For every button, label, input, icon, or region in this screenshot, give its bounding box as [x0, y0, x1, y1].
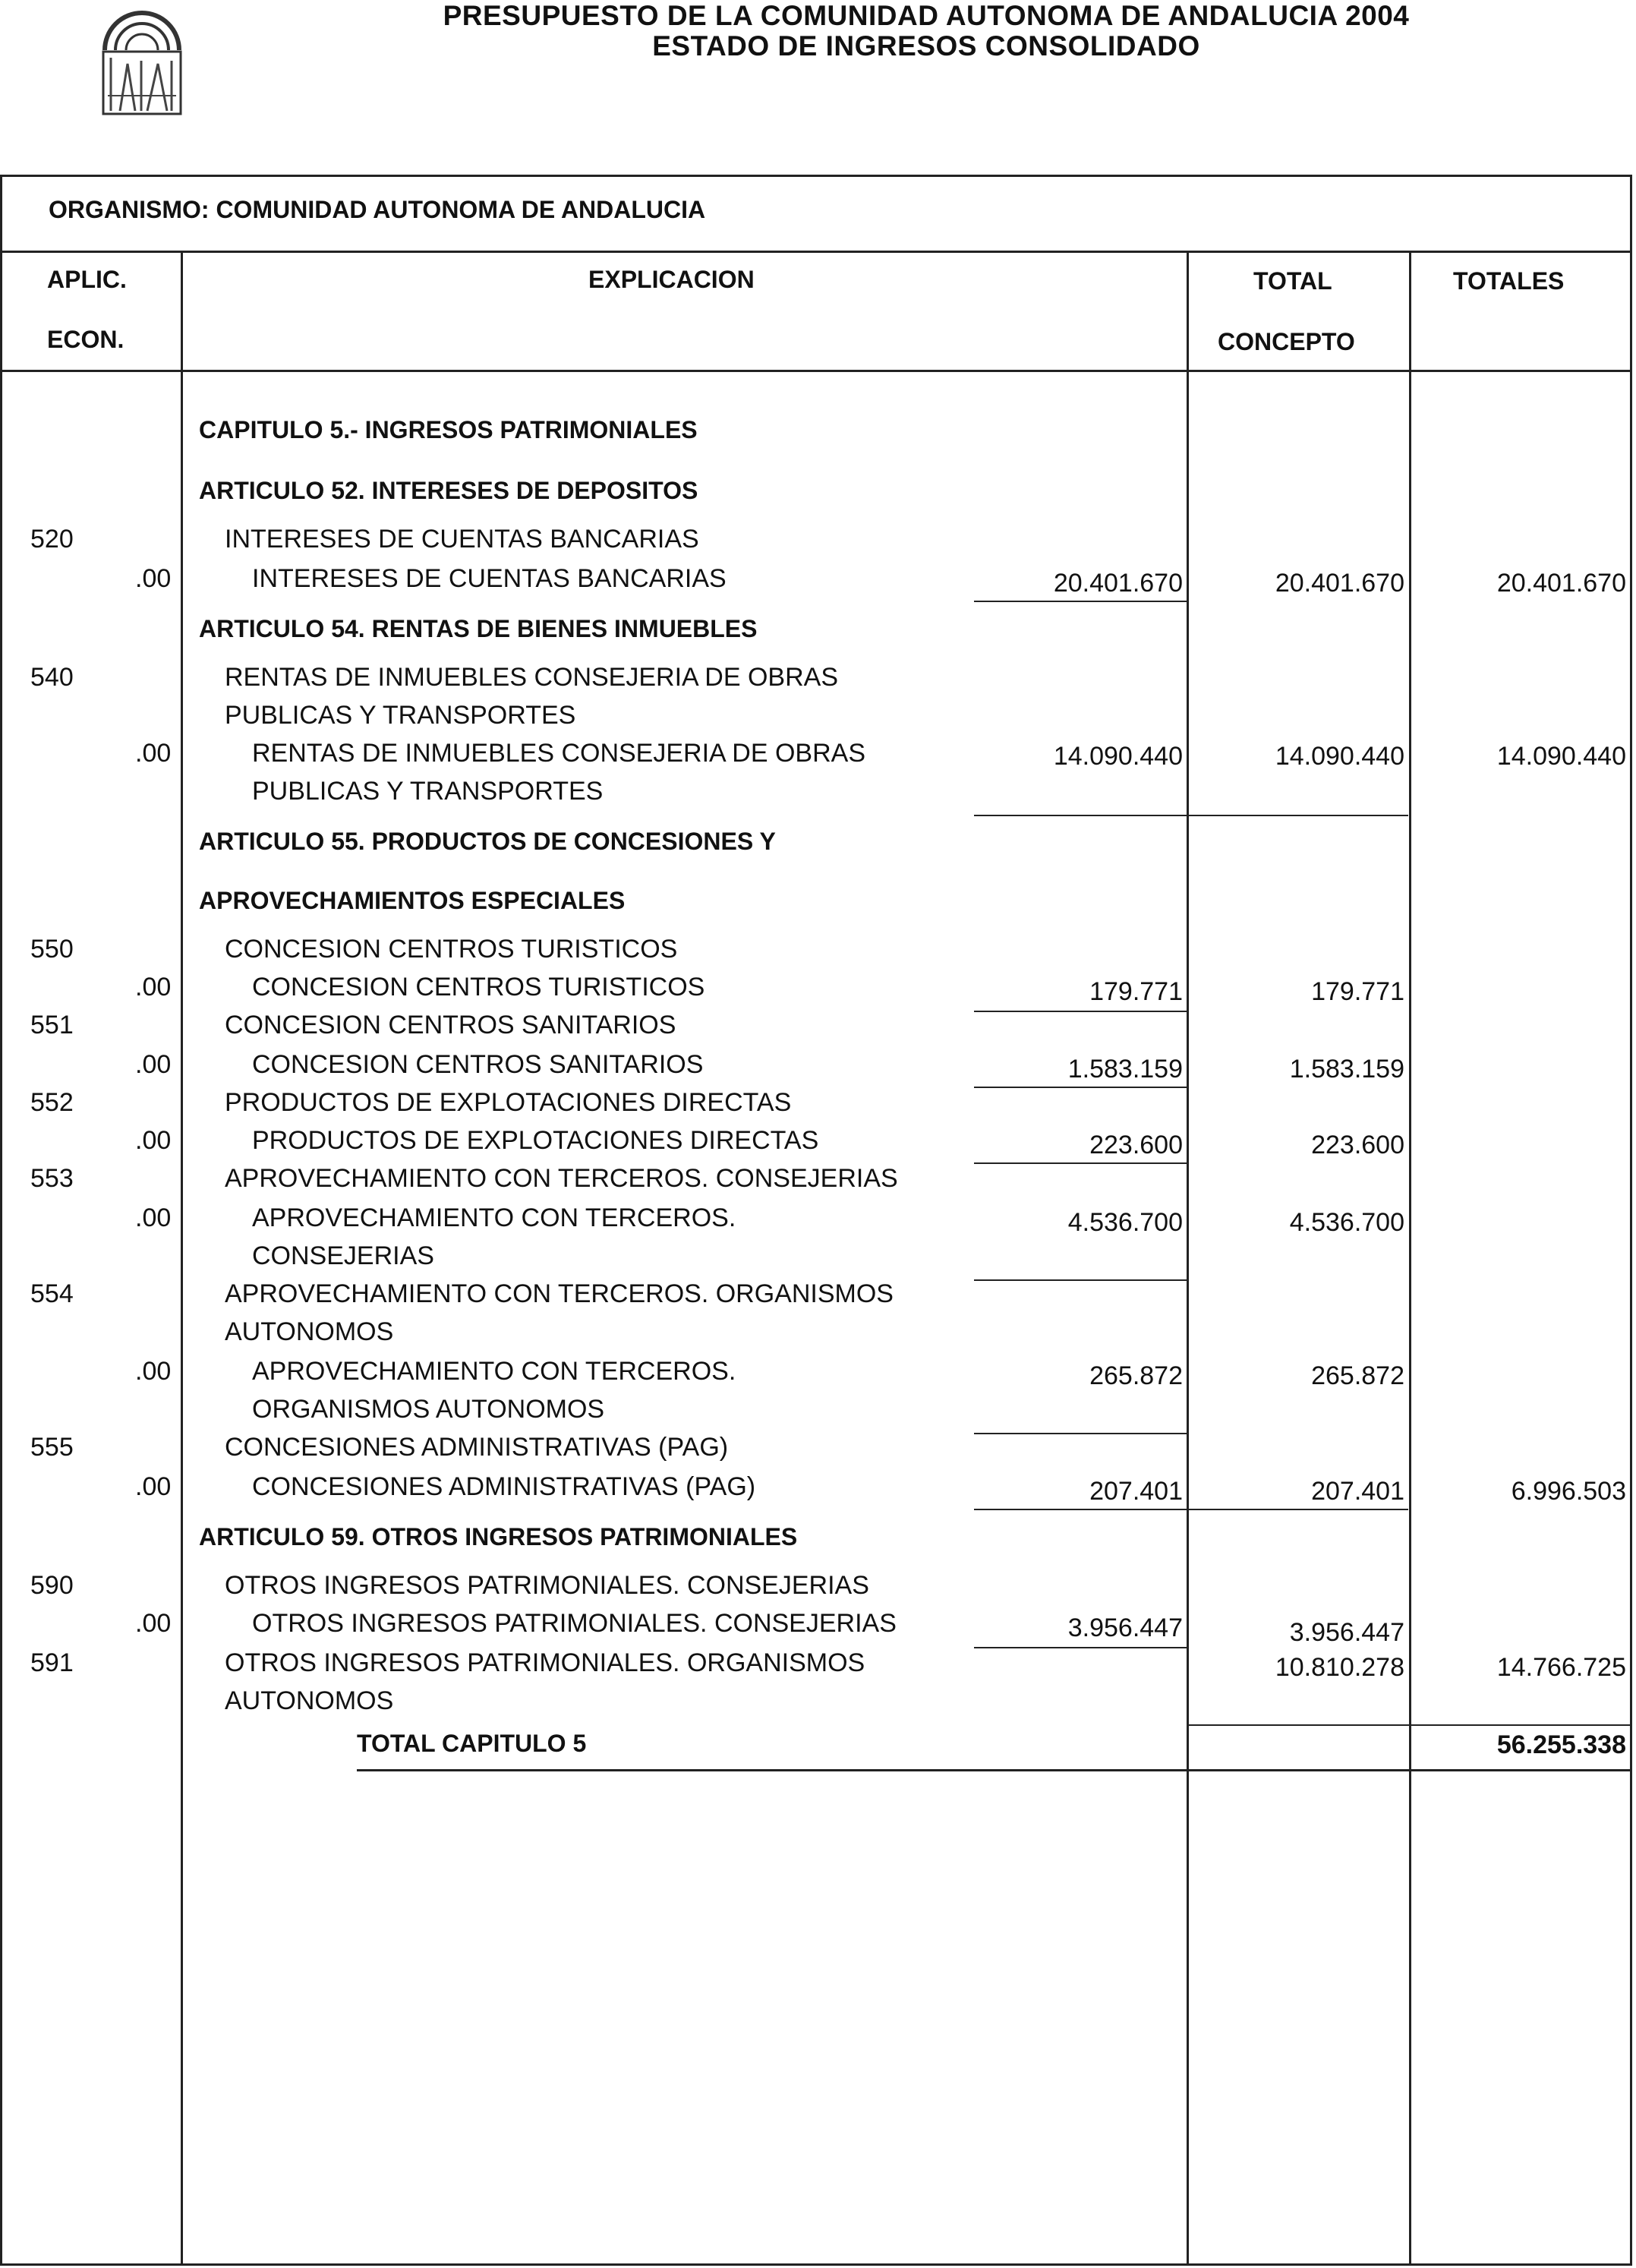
col-divider-aplic: [181, 251, 183, 2266]
concept-description: APROVECHAMIENTO CON TERCEROS. CONSEJERIAS: [225, 1164, 898, 1193]
row-subcode: .00: [135, 1050, 172, 1079]
amount-concepto: 265.872: [1311, 1361, 1404, 1390]
subconcept-description: CONCESION CENTROS SANITARIOS: [252, 1050, 704, 1079]
subconcept-description: RENTAS DE INMUEBLES CONSEJERIA DE OBRAS: [252, 739, 865, 768]
amount-subconcept: 4.536.700: [1067, 1208, 1183, 1237]
subconcept-description-cont: PUBLICAS Y TRANSPORTES: [252, 777, 604, 806]
concept-description: APROVECHAMIENTO CON TERCEROS. ORGANISMOS: [225, 1279, 894, 1308]
subconcept-description: CONCESIONES ADMINISTRATIVAS (PAG): [252, 1472, 756, 1501]
concept-description-cont: PUBLICAS Y TRANSPORTES: [225, 701, 576, 730]
amount-concepto: 4.536.700: [1289, 1208, 1404, 1237]
subconcept-description: APROVECHAMIENTO CON TERCEROS.: [252, 1357, 736, 1386]
amount-concepto: 14.090.440: [1275, 742, 1404, 771]
col-header-total: TOTAL: [1253, 267, 1332, 295]
concept-description: PRODUCTOS DE EXPLOTACIONES DIRECTAS: [225, 1088, 792, 1117]
sum-rule: [1187, 1724, 1632, 1726]
header-divider: [0, 370, 1632, 372]
sum-rule: [974, 1647, 1188, 1648]
row-code: 590: [30, 1571, 74, 1600]
row-subcode: .00: [135, 564, 172, 593]
sum-rule: [974, 1162, 1188, 1164]
organismo-label: ORGANISMO: COMUNIDAD AUTONOMA DE ANDALUCIA: [49, 196, 706, 223]
document-subtitle: ESTADO DE INGRESOS CONSOLIDADO: [652, 30, 1200, 62]
sum-rule: [974, 815, 1408, 816]
col-header-totales: TOTALES: [1453, 267, 1565, 295]
amount-concepto: 179.771: [1311, 977, 1404, 1006]
total-capitulo-amount: 56.255.338: [1496, 1730, 1626, 1759]
concept-description-cont: AUTONOMOS: [225, 1317, 394, 1346]
articulo-heading: ARTICULO 55. PRODUCTOS DE CONCESIONES Y: [199, 828, 776, 855]
junta-andalucia-logo: [97, 5, 187, 117]
subconcept-description: APROVECHAMIENTO CON TERCEROS.: [252, 1203, 736, 1232]
subconcept-description: OTROS INGRESOS PATRIMONIALES. CONSEJERIAS: [252, 1609, 897, 1638]
concept-description: INTERESES DE CUENTAS BANCARIAS: [225, 525, 699, 554]
amount-subconcept: 207.401: [1089, 1477, 1183, 1506]
amount-subconcept: 3.956.447: [1067, 1613, 1183, 1642]
concept-description-cont: AUTONOMOS: [225, 1686, 394, 1715]
subconcept-description-cont: CONSEJERIAS: [252, 1241, 434, 1270]
row-code: 555: [30, 1433, 74, 1462]
concept-description: RENTAS DE INMUEBLES CONSEJERIA DE OBRAS: [225, 663, 838, 692]
capitulo-heading: CAPITULO 5.- INGRESOS PATRIMONIALES: [199, 416, 698, 443]
row-subcode: .00: [135, 973, 172, 1002]
amount-concepto: 20.401.670: [1275, 569, 1404, 598]
sum-rule: [974, 1011, 1188, 1012]
row-code: 553: [30, 1164, 74, 1193]
amount-concepto: 223.600: [1311, 1131, 1404, 1159]
organismo-divider: [0, 251, 1632, 253]
col-divider-concepto: [1187, 251, 1189, 2266]
amount-totales: 14.766.725: [1496, 1653, 1626, 1682]
col-divider-totales: [1409, 251, 1411, 2266]
sum-rule: [974, 1433, 1188, 1434]
row-code: 550: [30, 935, 74, 964]
articulo-heading-cont: APROVECHAMIENTOS ESPECIALES: [199, 887, 626, 914]
subconcept-description: INTERESES DE CUENTAS BANCARIAS: [252, 564, 727, 593]
amount-concepto: 10.810.278: [1275, 1653, 1404, 1682]
sum-rule: [974, 601, 1188, 602]
sum-rule: [974, 1509, 1408, 1510]
amount-subconcept: 20.401.670: [1053, 569, 1183, 598]
row-code: 540: [30, 663, 74, 692]
total-rule: [357, 1769, 1632, 1771]
amount-subconcept: 1.583.159: [1067, 1055, 1183, 1084]
document-title: PRESUPUESTO DE LA COMUNIDAD AUTONOMA DE ANDALUCIA 2004: [443, 0, 1410, 31]
articulo-heading: ARTICULO 52. INTERESES DE DEPOSITOS: [199, 477, 698, 504]
row-subcode: .00: [135, 739, 172, 768]
articulo-heading: ARTICULO 54. RENTAS DE BIENES INMUEBLES: [199, 615, 758, 642]
amount-concepto: 1.583.159: [1289, 1055, 1404, 1084]
amount-subconcept: 179.771: [1089, 977, 1183, 1006]
amount-concepto: 3.956.447: [1289, 1618, 1404, 1647]
row-subcode: .00: [135, 1609, 172, 1638]
row-code: 551: [30, 1011, 74, 1039]
sum-rule: [974, 1279, 1188, 1281]
amount-concepto: 207.401: [1311, 1477, 1404, 1506]
row-code: 554: [30, 1279, 74, 1308]
row-subcode: .00: [135, 1357, 172, 1386]
amount-subconcept: 14.090.440: [1053, 742, 1183, 771]
row-code: 591: [30, 1648, 74, 1677]
concept-description: CONCESIONES ADMINISTRATIVAS (PAG): [225, 1433, 729, 1462]
concept-description: CONCESION CENTROS SANITARIOS: [225, 1011, 676, 1039]
col-header-econ: ECON.: [47, 326, 125, 353]
concept-description: OTROS INGRESOS PATRIMONIALES. CONSEJERIAS: [225, 1571, 869, 1600]
amount-totales: 14.090.440: [1496, 742, 1626, 771]
row-code: 520: [30, 525, 74, 554]
amount-totales: 20.401.670: [1496, 569, 1626, 598]
subconcept-description: PRODUCTOS DE EXPLOTACIONES DIRECTAS: [252, 1126, 819, 1155]
amount-subconcept: 265.872: [1089, 1361, 1183, 1390]
row-subcode: .00: [135, 1203, 172, 1232]
total-capitulo-label: TOTAL CAPITULO 5: [357, 1730, 587, 1757]
articulo-heading: ARTICULO 59. OTROS INGRESOS PATRIMONIALES: [199, 1523, 798, 1550]
row-subcode: .00: [135, 1126, 172, 1155]
subconcept-description: CONCESION CENTROS TURISTICOS: [252, 973, 705, 1002]
amount-totales: 6.996.503: [1511, 1477, 1626, 1506]
sum-rule: [974, 1087, 1188, 1088]
concept-description: CONCESION CENTROS TURISTICOS: [225, 935, 678, 964]
row-subcode: .00: [135, 1472, 172, 1501]
col-header-concepto: CONCEPTO: [1218, 328, 1355, 355]
col-header-explicacion: EXPLICACION: [588, 266, 755, 293]
col-header-aplic: APLIC.: [47, 266, 127, 293]
amount-subconcept: 223.600: [1089, 1131, 1183, 1159]
subconcept-description-cont: ORGANISMOS AUTONOMOS: [252, 1395, 605, 1424]
concept-description: OTROS INGRESOS PATRIMONIALES. ORGANISMOS: [225, 1648, 865, 1677]
row-code: 552: [30, 1088, 74, 1117]
